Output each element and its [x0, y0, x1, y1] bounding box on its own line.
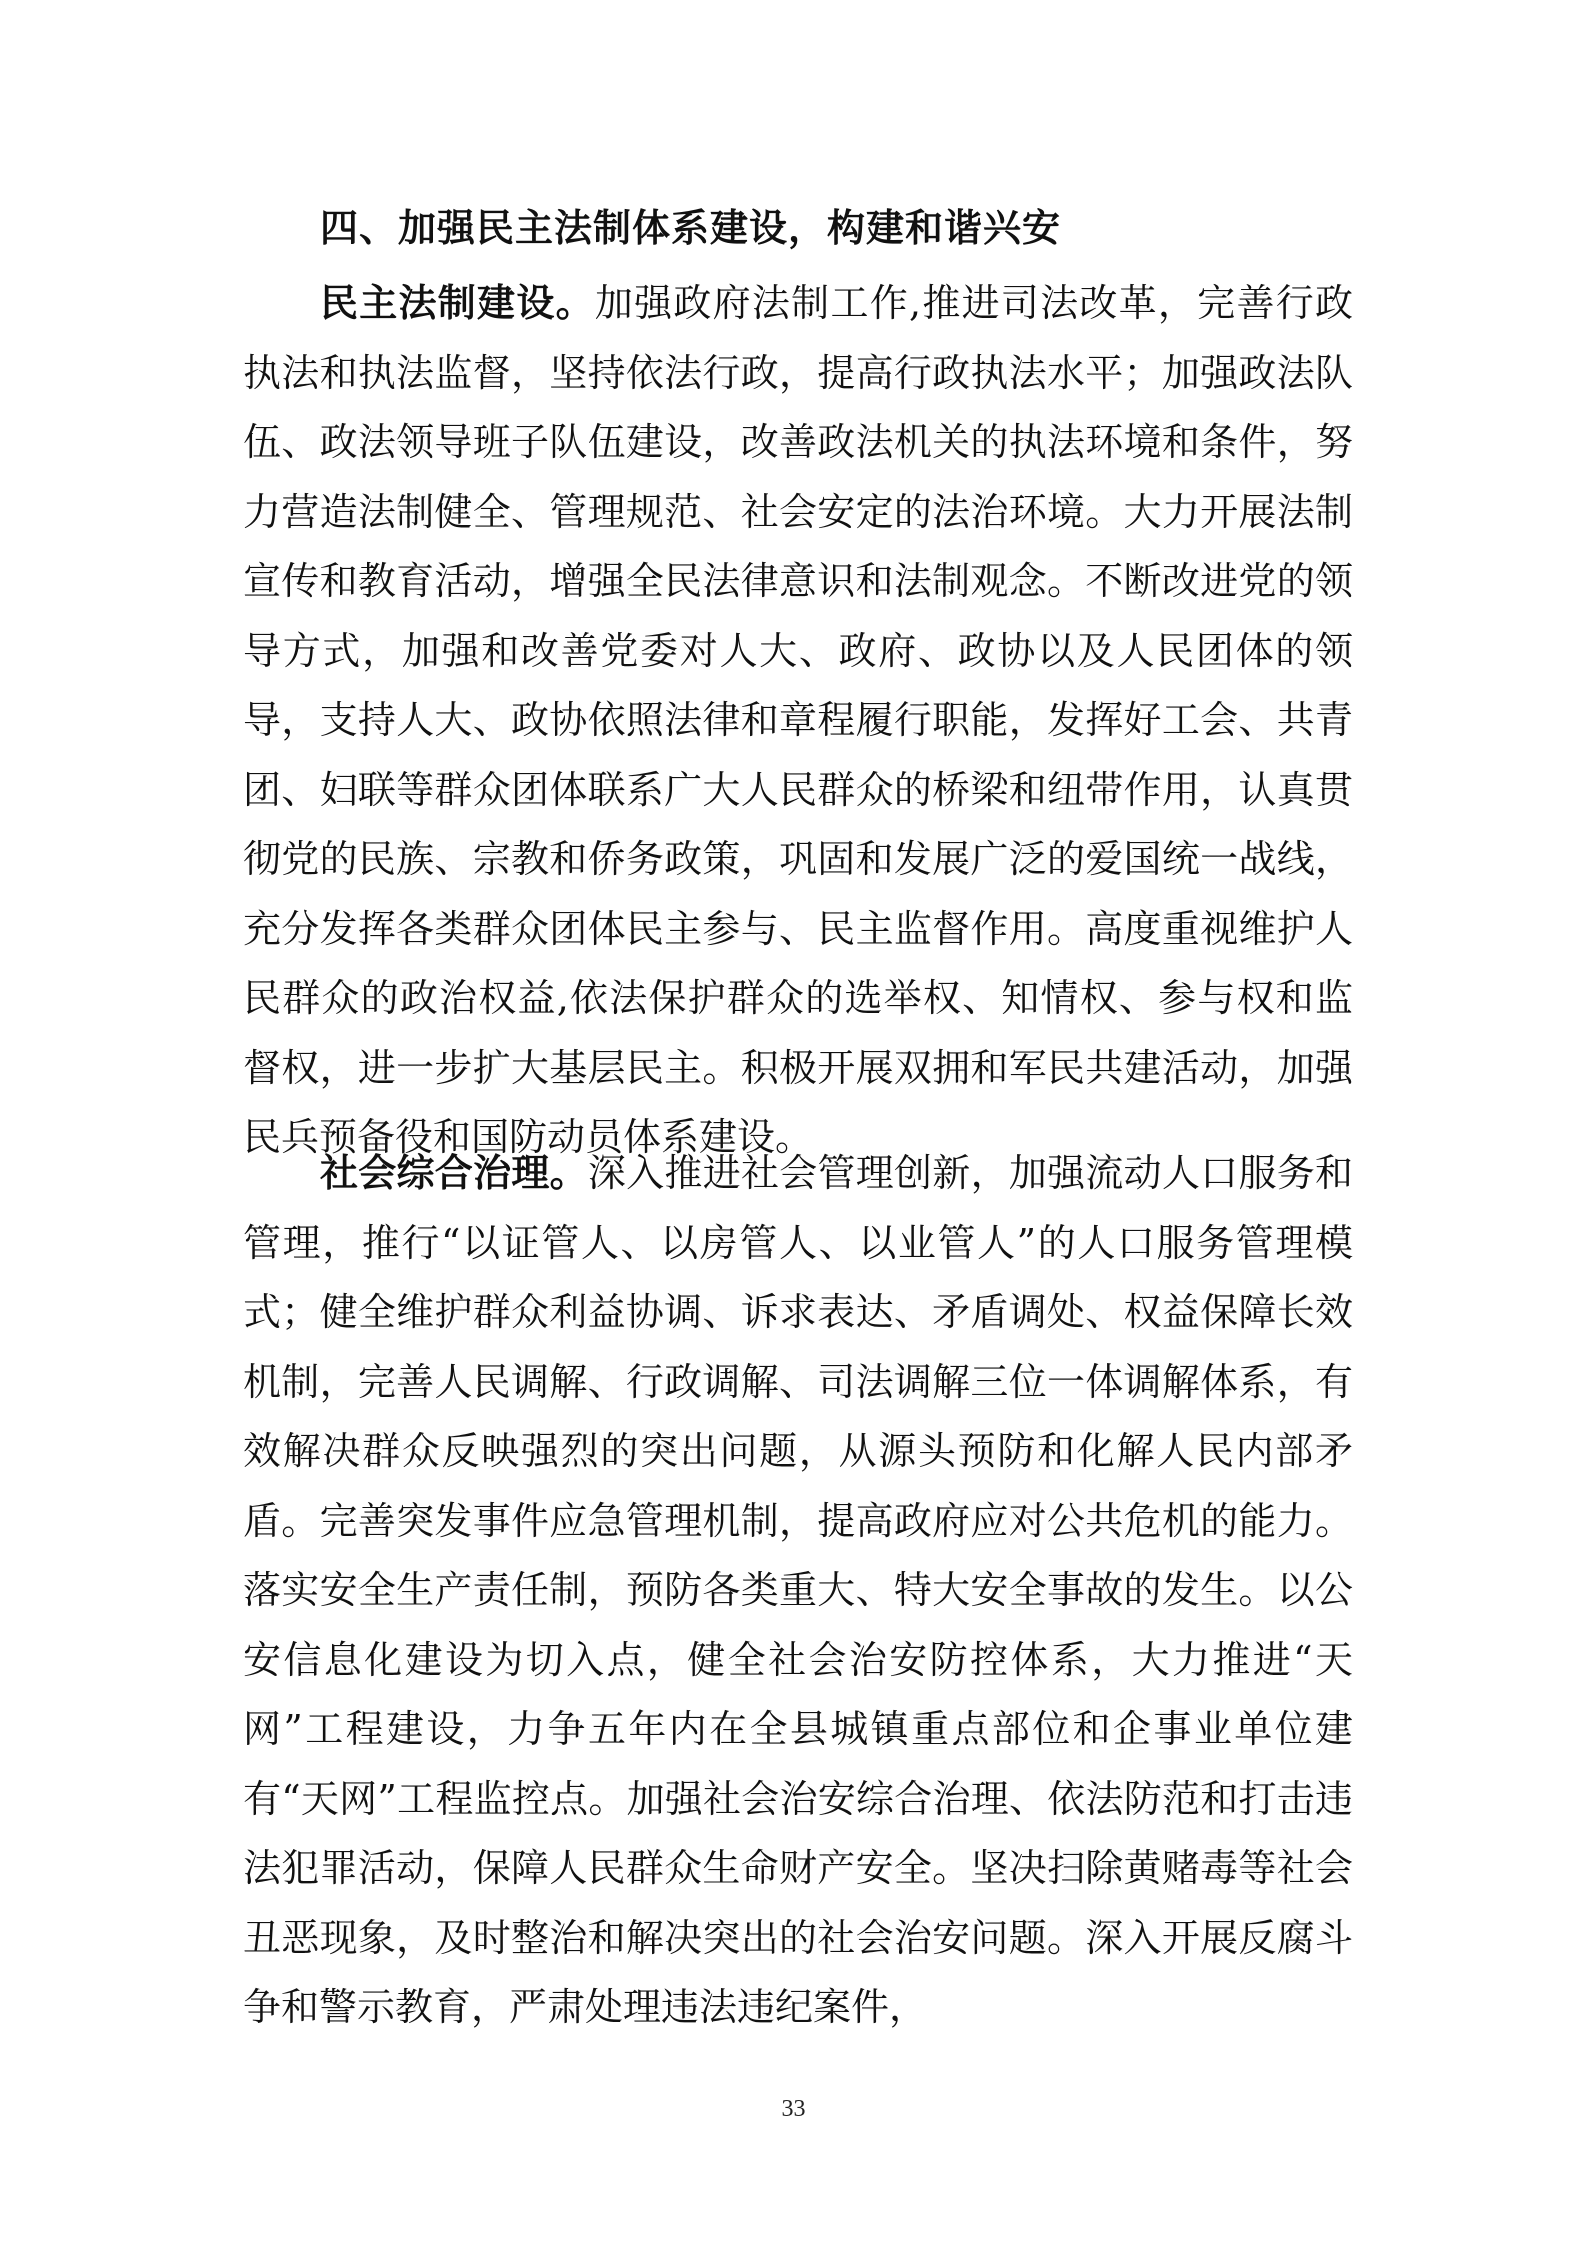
section-heading: 四、加强民主法制体系建设，构建和谐兴安	[320, 205, 1062, 250]
paragraph-democracy-legal	[243, 268, 1353, 1173]
paragraph-lead: 社会综合治理。	[320, 1150, 588, 1195]
paragraph-body: 加强政府法制工作,推进司法改革，完善行政执法和执法监督，坚持依法行政，提高行政执法水平；加强政法队伍、政法领导班子队伍建设，改善政法机关的执法环境和条件，努力营造法制健全、管理规范、社会安定的法治环境。大力开展法制宣传和教育活动，增强全民法律意识和法制观念。不断改进党的领导方式，加强和改善党委对人大、政府、政协以及人民团体的领导，支持人大、政协依照法律和章程履行职能，发挥好工会、共青团、妇联等群众团体联系广大人民群众的桥梁和纽带作用，认真贯彻党的民族、宗教和侨务政策，巩固和发展广泛的爱国统一战线，充分发挥各类群众团体民主参与、民主监督作用。高度重视维护人民群众的政治权益,依法保护群众的选举权、知情权、参与权和监督权，进一步扩大基层民主。积极开展双拥和军民共建活动，加强民兵预备役和国防动员体系建设。	[243, 281, 1353, 1159]
paragraph-lead: 民主法制建设。	[320, 280, 595, 325]
paragraph-body: 深入推进社会管理创新，加强流动人口服务和管理，推行“以证管人、以房管人、以业管人”的人口服务管理模式；健全维护群众利益协调、诉求表达、矛盾调处、权益保障长效机制，完善人民调解、行政调解、司法调解三位一体调解体系，有效解决群众反映强烈的突出问题，从源头预防和化解人民内部矛盾。完善突发事件应急管理机制，提高政府应对公共危机的能力。落实安全生产责任制，预防各类重大、特大安全事故的发生。以公安信息化建设为切入点，健全社会治安防控体系，大力推进“天网”工程建设，力争五年内在全县城镇重点部位和企事业单位建有“天网”工程监控点。加强社会治安综合治理、依法防范和打击违法犯罪活动，保障人民群众生命财产安全。坚决扫除黄赌毒等社会丑恶现象，及时整治和解决突出的社会治安问题。深入开展反腐斗争和警示教育，严肃处理违法违纪案件，	[243, 1151, 1353, 2029]
page-number: 33	[781, 2096, 806, 2122]
paragraph-social-governance	[243, 1138, 1353, 2043]
